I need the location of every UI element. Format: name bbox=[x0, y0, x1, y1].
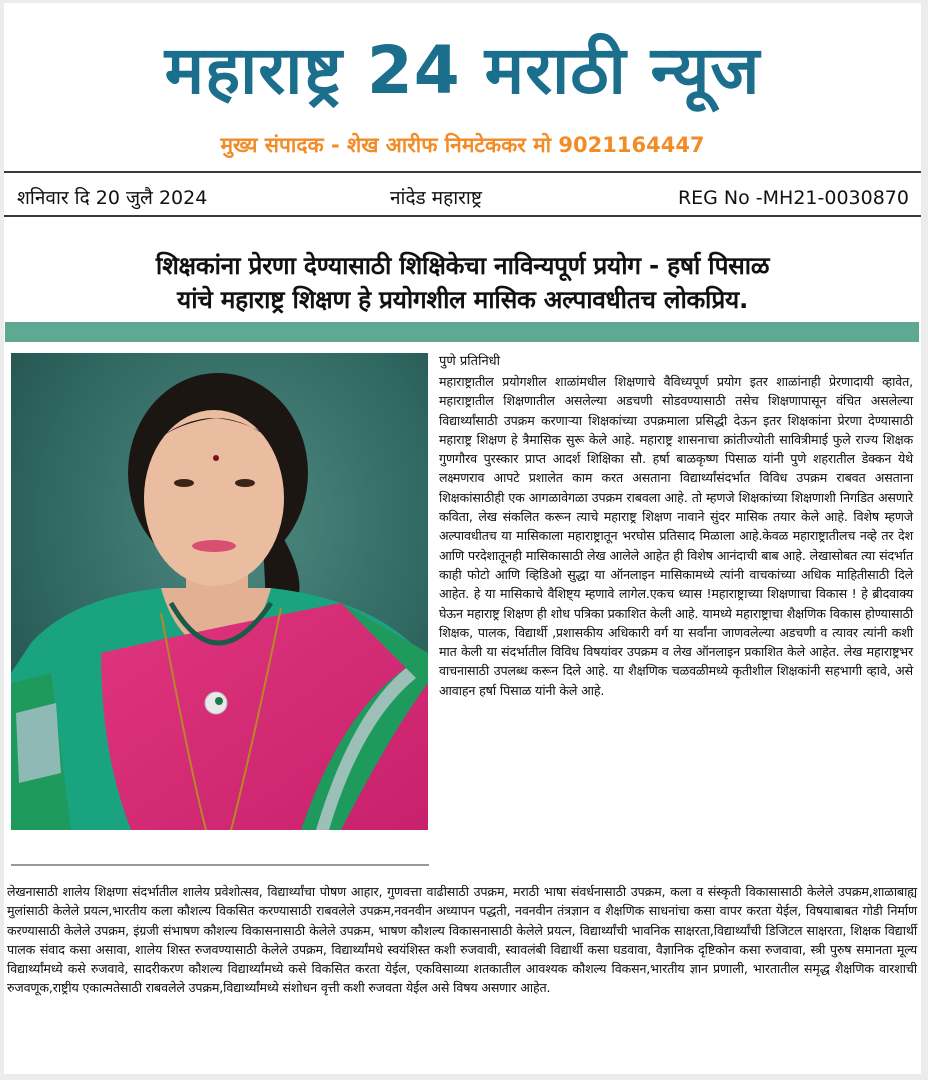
portrait-photo bbox=[11, 353, 428, 830]
masthead-rule-bottom bbox=[4, 215, 921, 217]
portrait-photo-icon bbox=[11, 353, 428, 830]
photo-divider bbox=[11, 864, 429, 866]
dateline-location: नांदेड महाराष्ट्र bbox=[390, 187, 482, 209]
masthead-rule-top bbox=[4, 171, 921, 173]
dateline-registration: REG No -MH21-0030870 bbox=[677, 187, 909, 209]
article-headline bbox=[4, 249, 921, 317]
article-byline: पुणे प्रतिनिधी bbox=[439, 354, 501, 369]
newspaper-page bbox=[4, 3, 921, 1074]
dateline-date: शनिवार दि 20 जुलै 2024 bbox=[17, 187, 208, 209]
masthead-title: महाराष्ट्र 24 मराठी न्यूज bbox=[164, 32, 761, 109]
headline-line-1: शिक्षकांना प्रेरणा देण्यासाठी शिक्षिकेचा नाविन्यपूर्ण प्रयोग - हर्षा पिसाळ bbox=[155, 251, 770, 280]
headline-line-2: यांचे महाराष्ट्र शिक्षण हे प्रयोगशील मासिक अल्पावधीतच लोकप्रिय. bbox=[177, 285, 748, 314]
accent-bar bbox=[5, 322, 919, 342]
article-body-full-width: लेखनासाठी शालेय शिक्षणा संदर्भातील शालेय प्रवेशोत्सव, विद्यार्थ्यांचा पोषण आहार, गुणवत्ता वाढीसाठी उपक्रम, मराठी भाषा संवर्धनासाठी उपक्रम, कला व संस्कृती विकासासाठी केलेले उपक्रम,शाळाबाह्य मुलांसाठी केलेले प्रयत्न,भारतीय कला कौशल्य विकसित करण्यासाठी राबवलेले उपक्रम,नवनवीन अध्यापन पद्धती, नवनवीन तंत्रज्ञान व शैक्षणिक साधनांचा कसा वापर करता येईल, विषयाबाबत गोडी निर्माण करण्यासाठी केलेले उपक्रम, इंग्रजी संभाषण कौशल्य विकासनासाठी केलेले उपक्रम, भाषण कौशल्य विकासनासाठी केलेले प्रयत्न, विद्यार्थ्यांची भावनिक साक्षरता,विद्यार्थ्यांची डिजिटल साक्षरता, शिक्षक विद्यार्थी पालक संवाद कसा असावा, शालेय शिस्त रुजवण्यासाठी केलेले उपक्रम, विद्यार्थ्यांमधे स्वयंशिस्त कशी रुजवावी, स्वावलंबी विद्यार्थी कसा घडवावा, वैज्ञानिक दृष्टिकोन कसा रुजवावा, स्त्री पुरुष समानता मूल्य विद्यार्थ्यांमध्ये कसे रुजवावे, सादरीकरण कौशल्य विद्यार्थ्यांमध्ये कसे विकसित करता येईल, एकविसाव्या शतकातील आवश्यक कौशल्य विकसन,भारतीय ज्ञान प्रणाली, भारतातील समृद्ध शैक्षणिक वारशाची रुजवणूक,राष्ट्रीय एकात्मतेसाठी राबवलेले उपक्रम,विद्यार्थ्यांमध्ये संशोधन वृत्ती कशी रुजवता येईल असे विषय असणार आहेत. bbox=[7, 884, 917, 996]
article-body-column: महाराष्ट्रातील प्रयोगशील शाळांमधील शिक्षणाचे वैविध्यपूर्ण प्रयोग इतर शाळांनाही प्रेरणादायी व्हावेत, महाराष्ट्रातील शिक्षणातील असलेल्या अडचणी सोडवण्यासाठी तसेच शिक्षणापासून वंचित असलेल्या विद्यार्थ्यांसाठी उपक्रम करणाऱ्या शिक्षकांच्या उपक्रमाला प्रसिद्धी देऊन इतर शिक्षकांना प्रेरणा देण्यासाठी महाराष्ट्र शिक्षण हे त्रैमासिक सुरू केले आहे. महाराष्ट्र शासनाचा क्रांतीज्योती सावित्रीमाई फुले राज्य शिक्षक गुणगौरव पुरस्कार प्राप्त आदर्श शिक्षिका सौ. हर्षा बाळकृष्ण पिसाळ यांनी पुणे शहरातील डेक्कन येथे लक्ष्मणराव आपटे प्रशालेत काम करत असताना विद्यार्थ्यांसंदर्भात विविध उपक्रम राबवत असताना शिक्षकांसाठीही एक आगळावेगळा उपक्रम राबवला आहे. तो म्हणजे शिक्षकांच्या शिक्षणाशी निगडित असणारे कविता, लेख संकलित करून त्याचे महाराष्ट्र शिक्षण नावाने सुंदर मासिक तयार केले आहे. विशेष म्हणजे अल्पावधीतच या मासिकाला महाराष्ट्रातून भरघोस प्रतिसाद मिळाला आहे.केवळ महाराष्ट्रातीलच नव्हे तर देश आणि परदेशातूनही मासिकासाठी लेख आलेले आहेत ही विशेष आनंदाची बाब आहे. लेखासोबत त्या संदर्भात काही फोटो आणि व्हिडिओ सुद्धा या ऑनलाइन मासिकामध्ये त्यांनी वाचकांच्या अधिक माहितीसाठी दिले आहेत. हे या मासिकाचे वैशिष्ट्य म्हणावे लागेल.एकच ध्यास !महाराष्ट्राच्या शिक्षणाचा विकास ! हे ब्रीदवाक्य घेऊन महाराष्ट्र शिक्षण ही शोध पत्रिका प्रकाशित केली आहे. यामध्ये महाराष्ट्राचा शैक्षणिक विकास होण्यासाठी शिक्षक, पालक, विद्यार्थी ,प्रशासकीय अधिकारी वर्ग या सर्वांना जाणवलेल्या अडचणी व त्यावर त्यांनी कशी मात केली या संदर्भातील विविध विषयांवर उपक्रम व लेख ऑनलाइन प्रकाशित केले आहेत. लेख महाराष्ट्रभर वाचनासाठी उपलब्ध करून दिले आहे. या शैक्षणिक चळवळीमध्ये कृतीशील शिक्षकांनी सहभागी व्हावे, असे आवाहन हर्षा पिसाळ यांनी केले आहे. bbox=[439, 374, 913, 698]
chief-editor-line: मुख्य संपादक - शेख आरीफ निमटेककर मो 9021164447 bbox=[220, 133, 705, 157]
